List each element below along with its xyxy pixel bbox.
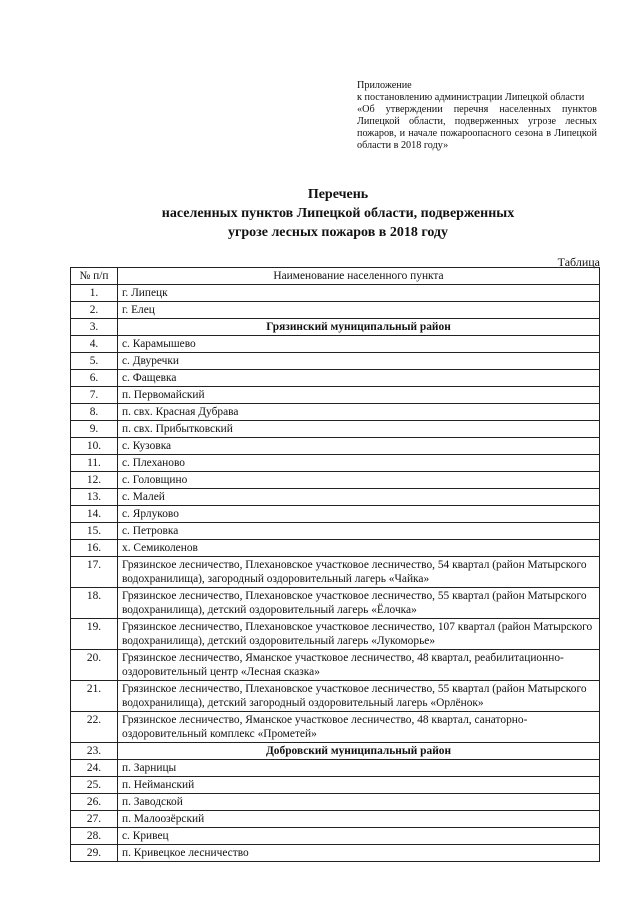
row-number: 11. <box>71 455 118 472</box>
settlement-name: п. Первомайский <box>118 387 600 404</box>
header-name: Наименование населенного пункта <box>118 268 600 285</box>
settlement-name: п. Нейманский <box>118 777 600 794</box>
table-row <box>71 336 600 353</box>
row-number: 29. <box>71 845 118 862</box>
settlement-name: Грязинское лесничество, Плехановское участковое лесничество, 54 квартал (район Матырского водохранилища), загородный оздоровительный лагерь «Чайка» <box>118 557 600 588</box>
settlement-name: г. Елец <box>118 302 600 319</box>
table-row <box>71 845 600 862</box>
settlement-name: с. Карамышево <box>118 336 600 353</box>
table-row <box>71 421 600 438</box>
district-row <box>71 743 600 760</box>
settlement-name: с. Кривец <box>118 828 600 845</box>
table-row <box>71 681 600 712</box>
table-header-row <box>71 268 600 285</box>
row-number: 23. <box>71 743 118 760</box>
row-number: 17. <box>71 557 118 588</box>
row-number: 10. <box>71 438 118 455</box>
row-number: 12. <box>71 472 118 489</box>
table-row <box>71 650 600 681</box>
table-row <box>71 404 600 421</box>
row-number: 26. <box>71 794 118 811</box>
table-row <box>71 370 600 387</box>
table-row <box>71 285 600 302</box>
row-number: 25. <box>71 777 118 794</box>
table-row <box>71 302 600 319</box>
row-number: 2. <box>71 302 118 319</box>
settlement-name: с. Кузовка <box>118 438 600 455</box>
settlement-name: Грязинское лесничество, Плехановское участковое лесничество, 107 квартал (район Матырского водохранилища), детский оздоровительный лагерь «Лукоморье» <box>118 619 600 650</box>
settlement-name: с. Малей <box>118 489 600 506</box>
heading-line-2: населенных пунктов Липецкой области, подверженных <box>161 206 515 221</box>
table-row <box>71 438 600 455</box>
table-row <box>71 760 600 777</box>
row-number: 28. <box>71 828 118 845</box>
settlement-name: п. свх. Прибытковский <box>118 421 600 438</box>
settlement-name: с. Петровка <box>118 523 600 540</box>
settlement-name: с. Двуречки <box>118 353 600 370</box>
row-number: 18. <box>71 588 118 619</box>
row-number: 5. <box>71 353 118 370</box>
row-number: 6. <box>71 370 118 387</box>
heading-line-1: Перечень <box>307 187 369 202</box>
settlement-name: Грязинское лесничество, Плехановское участковое лесничество, 55 квартал (район Матырского водохранилища), детский оздоровительный лагерь «Ёлочка» <box>118 588 600 619</box>
table-row <box>71 777 600 794</box>
table-row <box>71 353 600 370</box>
table-row <box>71 455 600 472</box>
table-row <box>71 506 600 523</box>
appendix-block <box>357 80 597 152</box>
settlement-name: п. Малоозёрский <box>118 811 600 828</box>
row-number: 15. <box>71 523 118 540</box>
document-heading <box>70 185 606 242</box>
row-number: 4. <box>71 336 118 353</box>
row-number: 16. <box>71 540 118 557</box>
table-row <box>71 828 600 845</box>
row-number: 22. <box>71 712 118 743</box>
row-number: 13. <box>71 489 118 506</box>
row-number: 8. <box>71 404 118 421</box>
header-number: № п/п <box>71 268 118 285</box>
settlement-name: с. Ярлуково <box>118 506 600 523</box>
settlement-name: х. Семиколенов <box>118 540 600 557</box>
table-row <box>71 557 600 588</box>
settlement-name: п. Зарницы <box>118 760 600 777</box>
settlement-name: п. Кривецкое лесничество <box>118 845 600 862</box>
settlement-name: п. Заводской <box>118 794 600 811</box>
table-row <box>71 811 600 828</box>
table-row <box>71 712 600 743</box>
settlements-table <box>70 267 600 862</box>
appendix-title: Приложение <box>357 80 412 91</box>
table-row <box>71 472 600 489</box>
table-row <box>71 489 600 506</box>
row-number: 1. <box>71 285 118 302</box>
settlement-name: п. свх. Красная Дубрава <box>118 404 600 421</box>
row-number: 21. <box>71 681 118 712</box>
table-row <box>71 588 600 619</box>
table-label: Таблица <box>557 255 600 269</box>
settlement-name: с. Фащевка <box>118 370 600 387</box>
settlement-name: Грязинское лесничество, Яманское участковое лесничество, 48 квартал, реабилитационно-оздоровительный центр «Лесная сказка» <box>118 650 600 681</box>
row-number: 14. <box>71 506 118 523</box>
settlement-name: с. Головщино <box>118 472 600 489</box>
row-number: 7. <box>71 387 118 404</box>
settlement-name: с. Плеханово <box>118 455 600 472</box>
district-name: Добровский муниципальный район <box>118 743 600 760</box>
settlement-name: Грязинское лесничество, Яманское участковое лесничество, 48 квартал, санаторно-оздоровительный комплекс «Прометей» <box>118 712 600 743</box>
table-row <box>71 523 600 540</box>
district-row <box>71 319 600 336</box>
row-number: 19. <box>71 619 118 650</box>
settlement-name: Грязинское лесничество, Плехановское участковое лесничество, 55 квартал (район Матырского водохранилища), детский загородный оздоровительный лагерь «Орлёнок» <box>118 681 600 712</box>
appendix-decree-title: «Об утверждении перечня населенных пунктов Липецкой области, подверженных угрозе лесных пожаров, и начале пожароопасного сезона в Липецкой области в 2018 году» <box>357 104 597 151</box>
table-body <box>71 285 600 862</box>
row-number: 27. <box>71 811 118 828</box>
heading-line-3: угрозе лесных пожаров в 2018 году <box>227 225 449 240</box>
district-name: Грязинский муниципальный район <box>118 319 600 336</box>
table-row <box>71 619 600 650</box>
row-number: 9. <box>71 421 118 438</box>
table-row <box>71 540 600 557</box>
row-number: 3. <box>71 319 118 336</box>
table-row <box>71 794 600 811</box>
settlement-name: г. Липецк <box>118 285 600 302</box>
row-number: 20. <box>71 650 118 681</box>
row-number: 24. <box>71 760 118 777</box>
table-row <box>71 387 600 404</box>
appendix-line: к постановлению администрации Липецкой области <box>357 92 585 103</box>
